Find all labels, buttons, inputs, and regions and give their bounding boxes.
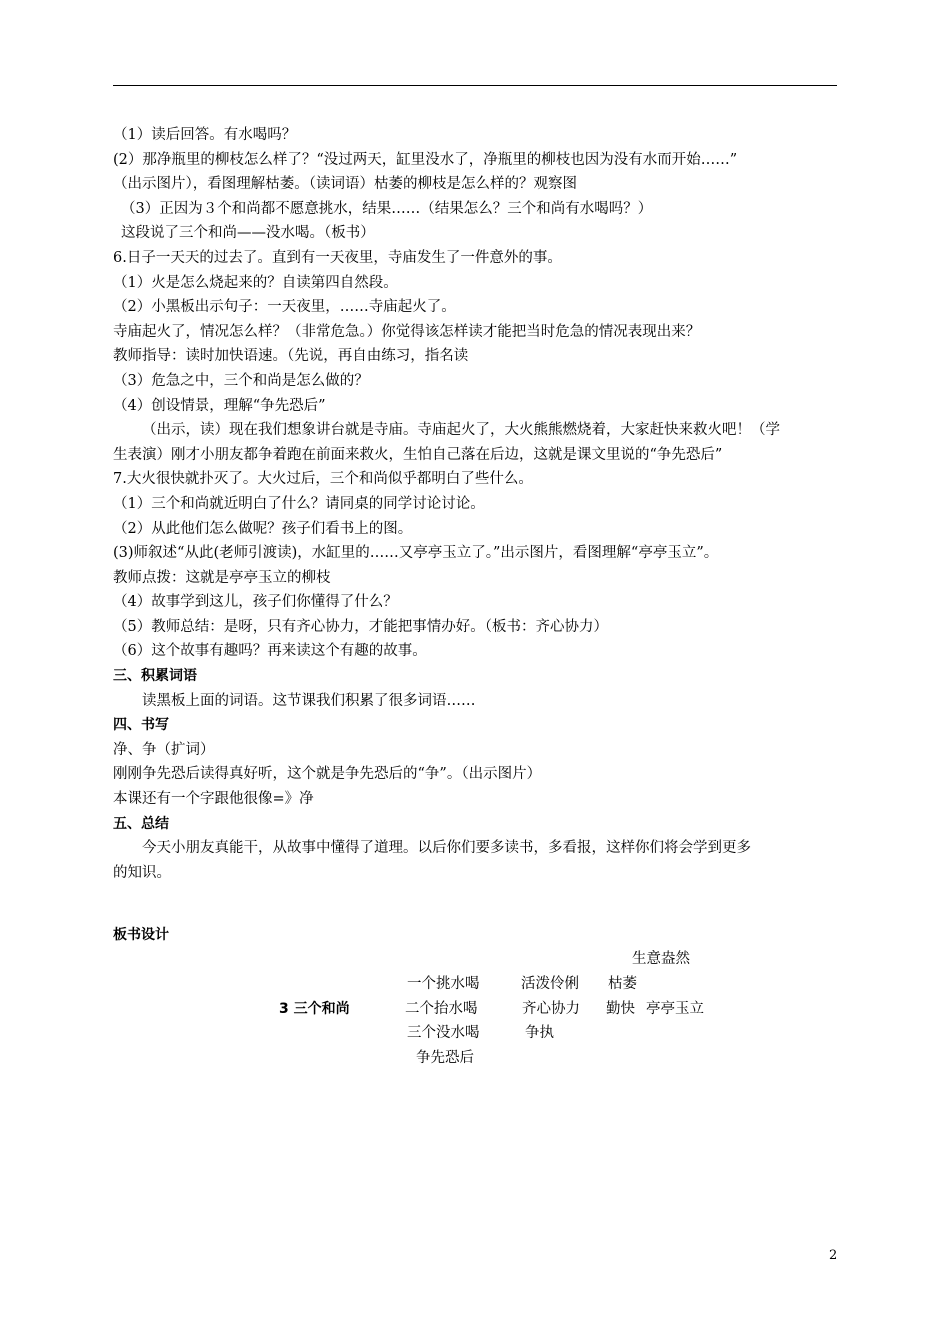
text-line: 教师点拨：这就是亭亭玉立的柳枝 <box>113 569 331 586</box>
text-line: （4）创设情景，理解“争先恐后” <box>113 397 326 414</box>
board-item: 枯萎 <box>608 976 637 992</box>
board-item: 生意盎然 <box>632 951 690 967</box>
section-heading: 五、总结 <box>113 815 169 832</box>
text-line: （4）故事学到这儿，孩子们你懂得了什么？ <box>113 594 398 611</box>
text-line: 这段说了三个和尚——没水喝。（板书） <box>121 225 375 242</box>
section-heading: 三、积累词语 <box>113 668 197 685</box>
text-line: （3）正因为３个和尚都不愿意挑水，结果……（结果怎么？三个和尚有水喝吗？） <box>121 200 653 217</box>
text-line: 的知识。 <box>113 864 171 881</box>
lesson-body <box>113 123 840 885</box>
text-line: 6.日子一天天的过去了。直到有一天夜里，寺庙发生了一件意外的事。 <box>113 249 562 266</box>
header-rule <box>113 85 837 86</box>
text-line: （6）这个故事有趣吗？再来读这个有趣的故事。 <box>113 643 427 660</box>
section-heading: 四、书写 <box>113 717 169 734</box>
text-line: （出示图片），看图理解枯萎。（读词语）枯萎的柳枝是怎么样的？观察图 <box>113 176 577 193</box>
text-line: 寺庙起火了，情况怎么样？（非常危急。）你觉得该怎样读才能把当时危急的情况表现出来？ <box>113 323 701 340</box>
text-line: （1）读后回答。有水喝吗？ <box>113 127 297 143</box>
text-line: 今天小朋友真能干，从故事中懂得了道理。以后你们要多读书，多看报，这样你们将会学到更多 <box>142 840 751 857</box>
text-line: 净、争（扩词） <box>113 741 215 758</box>
text-line: （3）危急之中，三个和尚是怎么做的？ <box>113 372 369 389</box>
board-item: 二个抬水喝 <box>405 1001 478 1017</box>
board-item: 争先恐后 <box>416 1050 474 1066</box>
text-line: (2）那净瓶里的柳枝怎么样了？“没过两天，缸里没水了，净瓶里的柳枝也因为没有水而开始……” <box>113 151 738 168</box>
page-number: 2 <box>829 1248 838 1263</box>
board-item: 勤快 <box>606 1001 635 1017</box>
board-item: 一个挑水喝 <box>407 976 480 992</box>
text-line: 本课还有一个字跟他很像=》净 <box>113 791 314 808</box>
text-line: （出示，读）现在我们想象讲台就是寺庙。寺庙起火了，大火熊熊燃烧着，大家赶快来救火吧！（学 <box>142 422 780 439</box>
text-line: （1）三个和尚就近明白了什么？请同桌的同学讨论讨论。 <box>113 495 485 512</box>
board-title: 3 三个和尚 <box>279 1001 350 1017</box>
board-item: 活泼伶俐 <box>521 976 579 992</box>
text-line: 教师指导：读时加快语速。（先说，再自由练习，指名读 <box>113 348 469 365</box>
text-line: （2）从此他们怎么做呢？孩子们看书上的图。 <box>113 520 413 537</box>
text-line: （1）火是怎么烧起来的？自读第四自然段。 <box>113 274 398 291</box>
board-item: 三个没水喝 <box>407 1025 480 1041</box>
board-item: 齐心协力 <box>522 1001 580 1017</box>
board-item: 争执 <box>525 1025 554 1041</box>
text-line: （5）教师总结：是呀，只有齐心协力，才能把事情办好。（板书：齐心协力） <box>113 618 608 635</box>
board-item: 亭亭玉立 <box>646 1001 704 1017</box>
text-line: 读黑板上面的词语。这节课我们积累了很多词语…… <box>142 692 476 709</box>
text-line: 7.大火很快就扑灭了。大火过后，三个和尚似乎都明白了些什么。 <box>113 471 533 488</box>
text-line: (3)师叙述“从此(老师引渡读)，水缸里的……又亭亭玉立了。”出示图片，看图理解“亭亭玉立”。 <box>113 545 719 562</box>
board-heading: 板书设计 <box>113 927 169 943</box>
text-line: 刚刚争先恐后读得真好听，这个就是争先恐后的“争”。（出示图片） <box>113 766 542 783</box>
text-line: （2）小黑板出示句子：一天夜里，……寺庙起火了。 <box>113 299 456 316</box>
text-line: 生表演）刚才小朋友都争着跑在前面来救火，生怕自己落在后边，这就是课文里说的“争先恐后” <box>113 446 723 463</box>
